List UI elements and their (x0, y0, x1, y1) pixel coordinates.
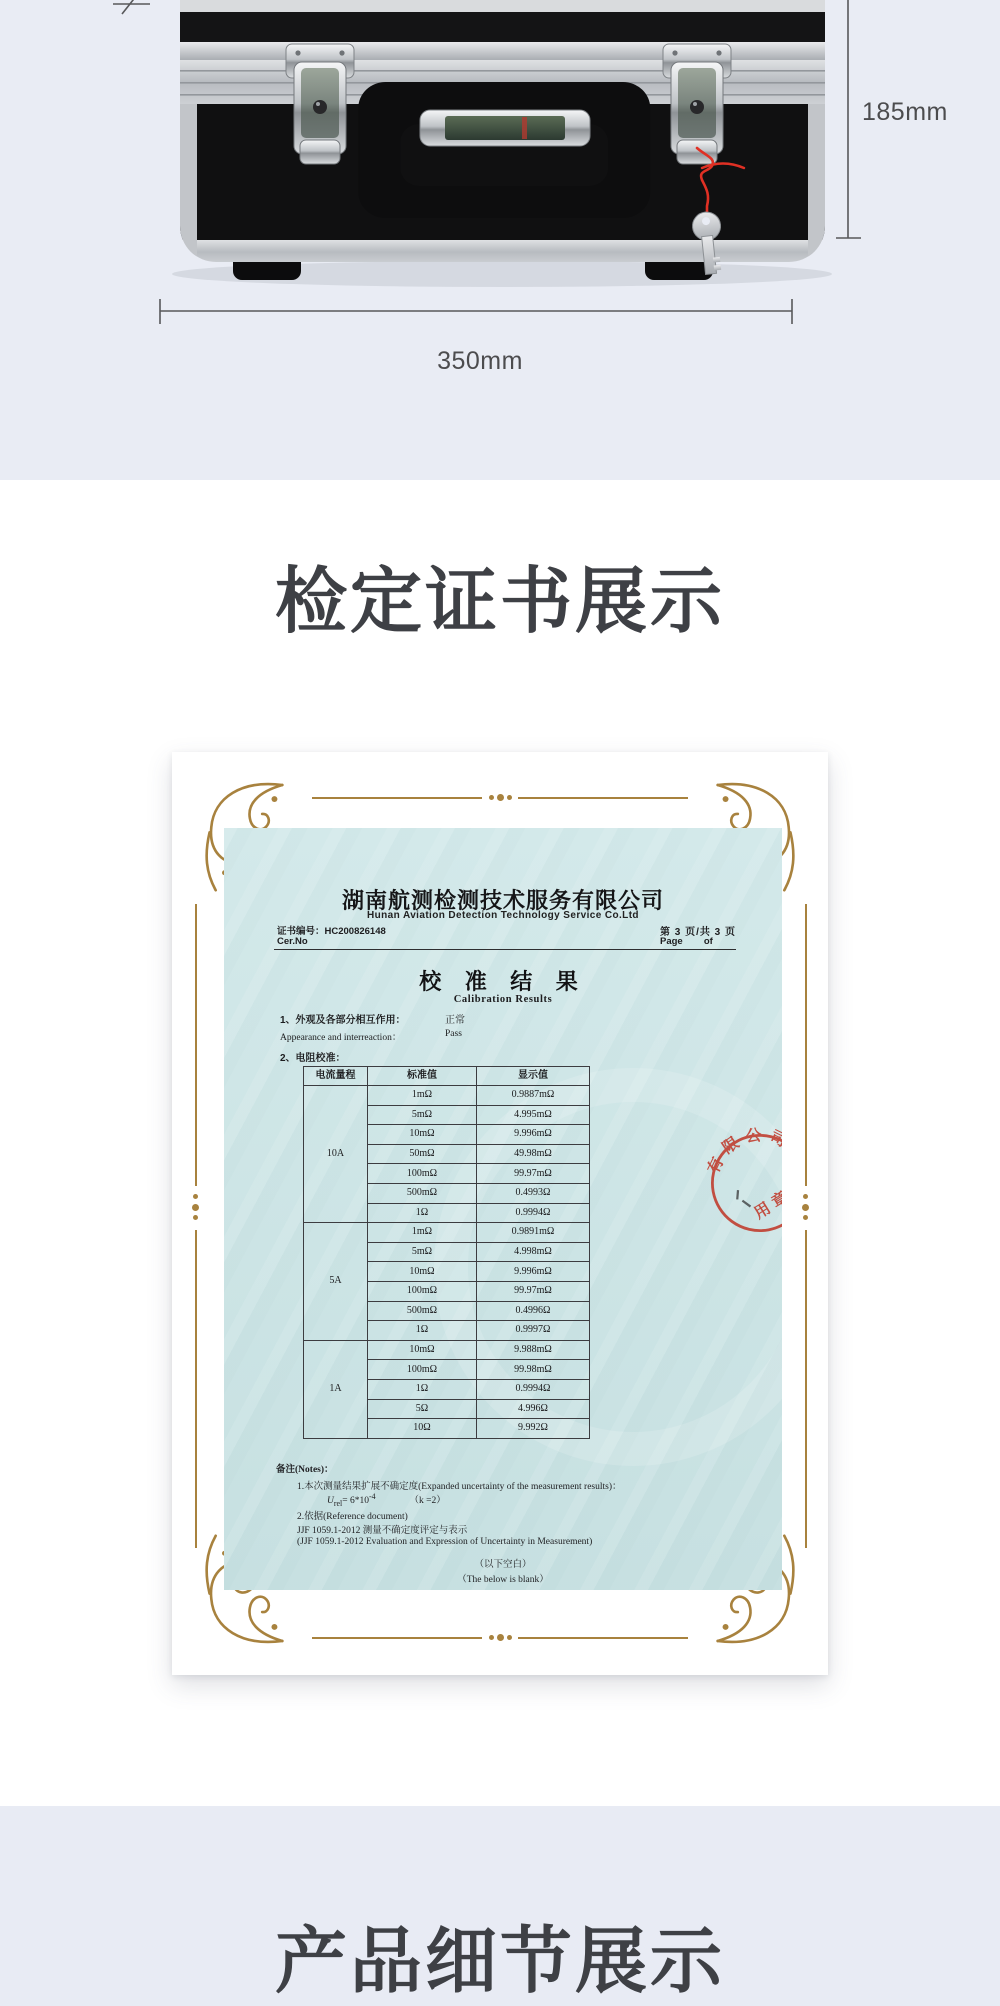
gold-right-rule-lower (805, 1230, 807, 1548)
displayed-value-cell: 4.995mΩ (477, 1105, 590, 1125)
gold-bottom-rule-left (312, 1637, 482, 1639)
displayed-value-cell: 0.9994Ω (477, 1203, 590, 1223)
notes-uncertainty-value (327, 1492, 446, 1508)
right-latch (663, 44, 731, 164)
displayed-value-cell: 49.98mΩ (477, 1144, 590, 1164)
left-latch (286, 44, 354, 164)
company-name-en: Hunan Aviation Detection Technology Service Co.Ltd (367, 910, 639, 921)
item1-value-en: Pass (445, 1029, 462, 1039)
gold-dot (497, 794, 504, 801)
gold-dot (489, 795, 494, 800)
u-mid: = 6*10 (342, 1496, 369, 1507)
displayed-value-cell: 0.9994Ω (477, 1379, 590, 1399)
gold-left-rule-lower (195, 1230, 197, 1548)
displayed-value-cell: 0.4993Ω (477, 1183, 590, 1203)
notes-line5: (JJF 1059.1-2012 Evaluation and Expression of Uncertainty in Measurement) (297, 1537, 593, 1547)
standard-value-cell: 1Ω (368, 1203, 477, 1223)
current-range-cell: 5A (304, 1223, 368, 1341)
gold-top-rule-left (312, 797, 482, 799)
standard-value-cell: 10Ω (368, 1419, 477, 1439)
aluminum-case-photo (0, 0, 1000, 480)
case-illustration (0, 0, 1000, 480)
gold-bottom-rule-right (518, 1637, 688, 1639)
displayed-value-cell: 9.992Ω (477, 1419, 590, 1439)
calibration-results-title-en: Calibration Results (453, 994, 553, 1005)
standard-value-cell: 5Ω (368, 1399, 477, 1419)
certificate-section-heading: 检定证书展示 (274, 562, 725, 642)
standard-value-cell: 1mΩ (368, 1223, 477, 1243)
blank-below-en: （The below is blank） (457, 1575, 549, 1585)
displayed-value-cell: 4.996Ω (477, 1399, 590, 1419)
company-name-cn: 湖南航测检测技术服务有限公司 (341, 888, 664, 913)
displayed-value-cell: 99.97mΩ (477, 1281, 590, 1301)
current-range-cell: 10A (304, 1086, 368, 1223)
product-photo-section (0, 0, 1000, 480)
resistance-table-body (304, 1086, 590, 1439)
item1-label-cn: 1、外观及各部分相互作用： (280, 1015, 406, 1026)
header-standard-value: 标准值 (368, 1067, 477, 1086)
current-range-cell: 1A (304, 1340, 368, 1438)
gold-dot (802, 1204, 809, 1211)
standard-value-cell: 500mΩ (368, 1183, 477, 1203)
product-details-heading: 产品细节展示 (274, 1922, 725, 2002)
calibration-results-title-cn: 校 准 结 果 (419, 969, 587, 994)
displayed-value-cell: 9.988mΩ (477, 1340, 590, 1360)
standard-value-cell: 5mΩ (368, 1242, 477, 1262)
gold-dot (803, 1194, 808, 1199)
standard-value-cell: 1Ω (368, 1321, 477, 1341)
header-displayed-value: 显示值 (477, 1067, 590, 1086)
gold-dot (507, 795, 512, 800)
u-superscript: -4 (368, 1492, 376, 1501)
table-row (304, 1223, 590, 1243)
header-underline (274, 949, 736, 950)
standard-value-cell: 500mΩ (368, 1301, 477, 1321)
table-row (304, 1340, 590, 1360)
stamp-arc-text: 有限公司 (705, 1126, 795, 1177)
certificate-page (224, 828, 796, 1590)
notes-line4: JJF 1059.1-2012 测量不确定度评定与表示 (297, 1526, 468, 1536)
notes-line3: 2.依据(Reference document) (297, 1512, 408, 1522)
certificate-number: 证书编号：HC200826148 (277, 926, 386, 937)
standard-value-cell: 5mΩ (368, 1105, 477, 1125)
k-factor: （k =2） (409, 1496, 446, 1507)
table-header-row (304, 1067, 590, 1086)
table-row (304, 1086, 590, 1106)
gold-dot (489, 1635, 494, 1640)
standard-value-cell: 10mΩ (368, 1340, 477, 1360)
displayed-value-cell: 99.98mΩ (477, 1360, 590, 1380)
item1-label-en: Appearance and interreaction： (280, 1033, 402, 1043)
displayed-value-cell: 0.9891mΩ (477, 1223, 590, 1243)
gold-left-rule-upper (195, 904, 197, 1186)
height-dimension-label: 185mm (862, 98, 948, 126)
gold-right-rule-upper (805, 904, 807, 1186)
standard-value-cell: 100mΩ (368, 1281, 477, 1301)
gold-top-rule-right (518, 797, 688, 799)
certificate-section (0, 480, 1000, 1806)
gold-dot (803, 1215, 808, 1220)
resistance-calibration-table (303, 1066, 590, 1439)
displayed-value-cell: 4.998mΩ (477, 1242, 590, 1262)
gold-dot (497, 1634, 504, 1641)
standard-value-cell: 100mΩ (368, 1164, 477, 1184)
standard-value-cell: 1mΩ (368, 1086, 477, 1106)
width-dimension-label: 350mm (437, 347, 523, 375)
product-details-section (0, 1806, 1000, 2006)
page-number-cn: 第 3 页/共 3 页 (660, 927, 737, 938)
header-current-range: 电流量程 (304, 1067, 368, 1086)
blank-below-cn: （以下空白） (474, 1560, 532, 1570)
gold-dot (193, 1194, 198, 1199)
u-symbol: U (327, 1496, 334, 1507)
page-number-en: Page of (660, 936, 713, 947)
displayed-value-cell: 0.9997Ω (477, 1321, 590, 1341)
standard-value-cell: 10mΩ (368, 1262, 477, 1282)
displayed-value-cell: 99.97mΩ (477, 1164, 590, 1184)
gold-dot (193, 1215, 198, 1220)
displayed-value-cell: 0.4996Ω (477, 1301, 590, 1321)
standard-value-cell: 50mΩ (368, 1144, 477, 1164)
notes-line1: 1.本次测量结果扩展不确定度(Expanded uncertainty of the measurement results)： (297, 1482, 622, 1492)
item2-label: 2、电阻校准： (280, 1053, 346, 1064)
standard-value-cell: 1Ω (368, 1379, 477, 1399)
displayed-value-cell: 9.996mΩ (477, 1125, 590, 1145)
u-subscript: rel (333, 1499, 343, 1509)
gold-dot (192, 1204, 199, 1211)
gold-dot (507, 1635, 512, 1640)
certificate-card (172, 752, 828, 1675)
notes-title: 备注(Notes)： (276, 1465, 334, 1475)
standard-value-cell: 100mΩ (368, 1360, 477, 1380)
certificate-number-label-en: Cer.No (277, 936, 308, 947)
displayed-value-cell: 0.9887mΩ (477, 1086, 590, 1106)
stamp-inner-text: 用章 (751, 1186, 796, 1223)
standard-value-cell: 10mΩ (368, 1125, 477, 1145)
displayed-value-cell: 9.996mΩ (477, 1262, 590, 1282)
item1-value-cn: 正常 (445, 1015, 465, 1026)
